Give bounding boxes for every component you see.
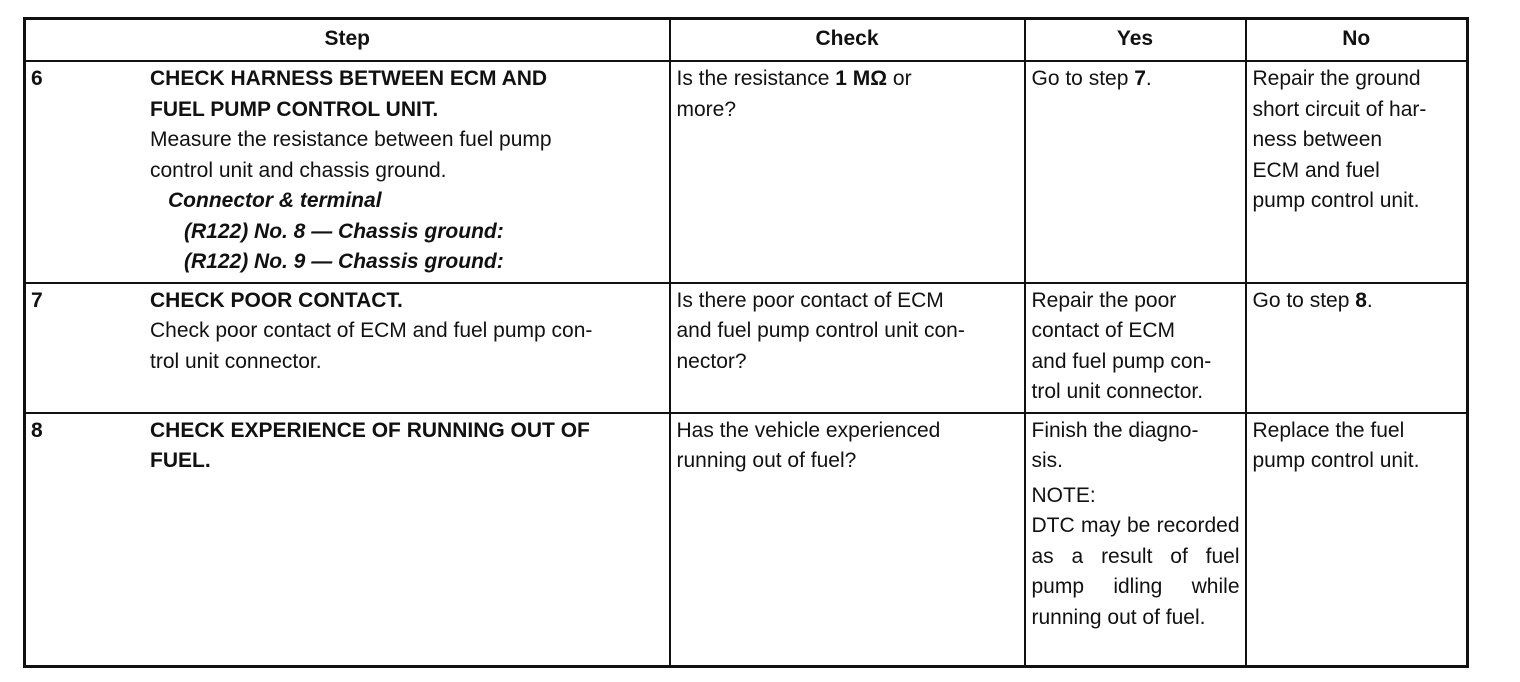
step-title: CHECK POOR CONTACT. — [150, 288, 403, 312]
note-text: DTC may be recorded as a result of fuel pump idling while running out of fuel. — [1031, 514, 1240, 629]
check-text: Has the vehicle experienced — [676, 418, 941, 442]
check-text: running out of fuel? — [676, 449, 857, 472]
yes-text: contact of ECM — [1031, 319, 1176, 342]
no-text: pump control unit. — [1252, 449, 1420, 472]
header-row — [25, 19, 1468, 62]
connector-terminal: (R122) No. 8 — Chassis ground: — [184, 219, 504, 243]
no-text: pump control unit. — [1252, 189, 1420, 212]
step-description: trol unit connector. — [150, 349, 322, 373]
yes-cell — [1025, 413, 1246, 667]
yes-cell — [1025, 283, 1246, 413]
yes-text: . — [1145, 67, 1152, 90]
check-text: and fuel pump control unit con- — [676, 319, 965, 342]
step-description: Check poor contact of ECM and fuel pump con- — [150, 319, 593, 342]
table-row — [25, 413, 1468, 667]
connector-terminal: (R122) No. 9 — Chassis ground: — [184, 250, 504, 273]
yes-text: Finish the diagno- — [1031, 418, 1199, 442]
header-no: No — [1246, 19, 1468, 62]
step-number: 8 — [31, 418, 43, 442]
check-text: or — [887, 67, 912, 90]
step-number: 7 — [31, 288, 43, 312]
resistance-value: 1 MΩ — [835, 67, 888, 90]
header-step: Step — [25, 19, 670, 62]
no-text: . — [1366, 288, 1373, 312]
yes-text: Repair the poor — [1031, 288, 1177, 312]
step-cell — [25, 283, 670, 413]
no-text: Replace the fuel — [1252, 418, 1405, 442]
yes-text: and fuel pump con- — [1031, 349, 1212, 373]
table-row — [25, 283, 1468, 413]
yes-text: Go to step — [1031, 67, 1135, 90]
no-text: ECM and fuel — [1252, 158, 1380, 182]
check-text: Is there poor contact of ECM — [676, 288, 944, 312]
no-text: Repair the ground — [1252, 67, 1421, 90]
diagnostic-table — [23, 17, 1469, 668]
no-cell — [1246, 61, 1468, 283]
check-cell — [670, 283, 1025, 413]
yes-text: trol unit connector. — [1031, 380, 1204, 403]
step-description: control unit and chassis ground. — [150, 158, 447, 182]
check-cell — [670, 413, 1025, 667]
step-title: CHECK EXPERIENCE OF RUNNING OUT OF — [150, 418, 590, 442]
check-text: nector? — [676, 349, 747, 373]
step-number: 6 — [31, 67, 43, 90]
check-text: Is the resistance — [676, 67, 836, 90]
step-title: CHECK HARNESS BETWEEN ECM AND — [150, 67, 548, 90]
header-yes: Yes — [1025, 19, 1246, 62]
connector-heading: Connector & terminal — [168, 189, 382, 212]
yes-text: sis. — [1031, 449, 1063, 472]
no-text: short circuit of har- — [1252, 97, 1427, 121]
no-cell — [1246, 413, 1468, 667]
no-cell — [1246, 283, 1468, 413]
no-text: ness between — [1252, 128, 1383, 151]
yes-cell — [1025, 61, 1246, 283]
table-row — [25, 61, 1468, 283]
note-label: NOTE: — [1031, 483, 1096, 507]
check-cell — [670, 61, 1025, 283]
no-text: Go to step — [1252, 288, 1356, 312]
step-cell — [25, 413, 670, 667]
check-text: more? — [676, 97, 737, 121]
step-title: FUEL. — [150, 449, 211, 472]
step-title: FUEL PUMP CONTROL UNIT. — [150, 97, 439, 121]
goto-step-number: 7 — [1134, 67, 1146, 90]
step-description: Measure the resistance between fuel pump — [150, 128, 552, 151]
header-check: Check — [670, 19, 1025, 62]
goto-step-number: 8 — [1355, 288, 1367, 312]
step-cell — [25, 61, 670, 283]
